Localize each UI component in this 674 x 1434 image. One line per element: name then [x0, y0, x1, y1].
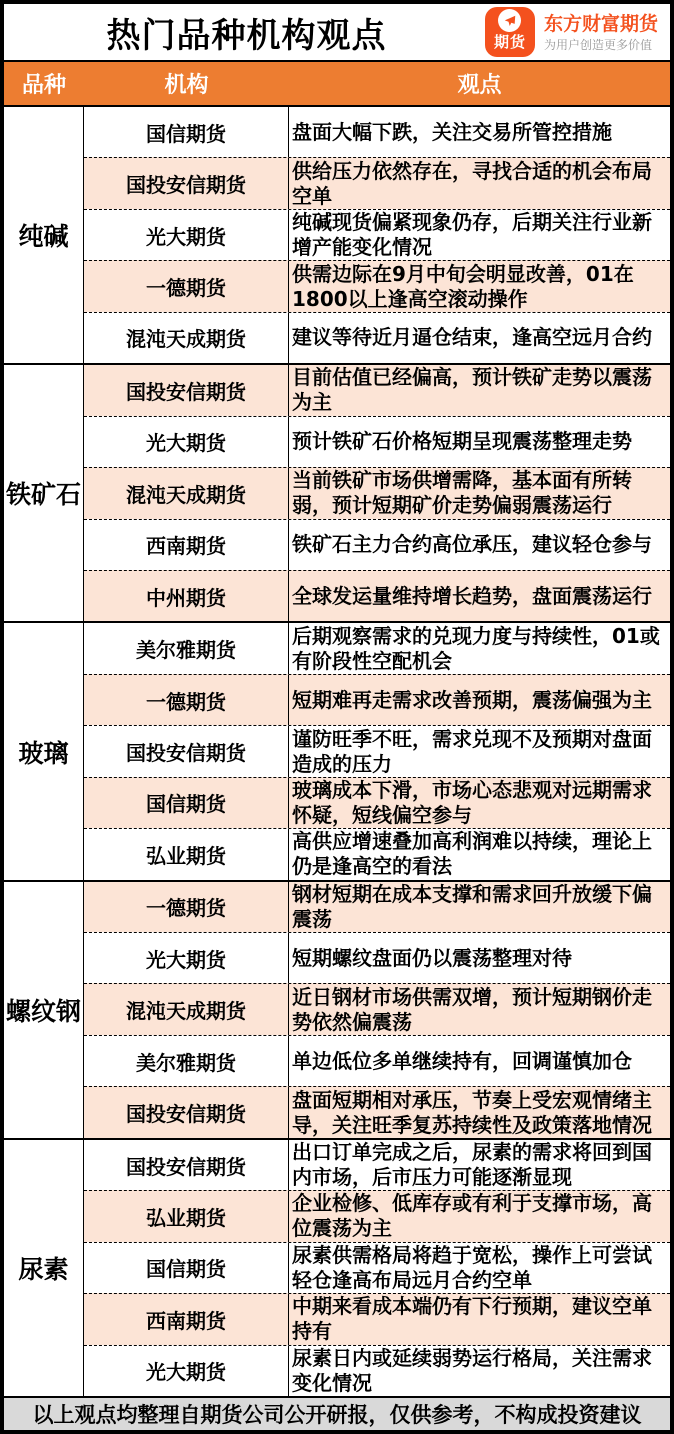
variety-group [4, 621, 670, 879]
table-row [84, 623, 670, 673]
table-row [84, 725, 670, 776]
table-row [84, 209, 670, 260]
variety-cell: 螺纹钢 [4, 882, 84, 1138]
opinion-cell: 单边低位多单继续持有，回调谨慎加仓 [292, 1048, 632, 1073]
column-header-opinion: 观点 [457, 73, 502, 98]
opinion-cell: 供给压力依然存在，寻找合适的机会布局空单 [292, 158, 652, 208]
table-row [84, 570, 670, 621]
variety-group [4, 880, 670, 1138]
group-rows [84, 365, 670, 621]
table-row [84, 107, 670, 157]
institution-cell: 弘业期货 [84, 1191, 289, 1241]
opinion-cell: 钢材短期在成本支撑和需求回升放缓下偏震荡 [292, 881, 652, 931]
opinion-cell: 盘面短期相对承压，节奏上受宏观情绪主导，关注旺季复苏持续性及政策落地情况 [292, 1087, 652, 1137]
institution-cell: 混沌天成期货 [84, 984, 289, 1034]
institution-cell: 美尔雅期货 [84, 1036, 289, 1086]
institution-cell: 光大期货 [84, 417, 289, 467]
column-header-variety: 品种 [21, 73, 66, 98]
brand-tagline: 为用户创造更多价值 [543, 37, 652, 52]
institution-cell: 国信期货 [84, 1243, 289, 1293]
table-row [84, 1293, 670, 1344]
variety-group [4, 363, 670, 621]
opinion-cell: 当前铁矿市场供增需降，基本面有所转弱，预计短期矿价走势偏弱震荡运行 [292, 468, 632, 518]
variety-cell: 铁矿石 [4, 365, 84, 621]
brand-logo [485, 7, 662, 57]
opinion-cell: 中期来看成本端仍有下行预期，建议空单持有 [292, 1294, 652, 1344]
opinion-cell: 玻璃成本下滑，市场心态悲观对远期需求怀疑，短线偏空参与 [292, 777, 652, 827]
opinion-cell: 预计铁矿石价格短期呈现震荡整理走势 [292, 429, 632, 454]
opinion-cell: 盘面大幅下跌，关注交易所管控措施 [292, 119, 612, 144]
table-row [84, 519, 670, 570]
column-header-institution: 机构 [164, 73, 209, 98]
opinion-cell: 高供应增速叠加高利润难以持续，理论上仍是逢高空的看法 [292, 829, 652, 879]
table-row [84, 983, 670, 1034]
paper-plane-icon [498, 9, 521, 32]
institution-cell: 国投安信期货 [84, 365, 289, 415]
institution-cell: 一德期货 [84, 675, 289, 725]
institution-cell: 国投安信期货 [84, 1140, 289, 1190]
table-row [84, 882, 670, 932]
opinion-cell: 全球发运量维持增长趋势，盘面震荡运行 [292, 583, 652, 608]
variety-cell: 玻璃 [4, 623, 84, 879]
group-rows [84, 882, 670, 1138]
institution-cell: 中州期货 [84, 571, 289, 621]
institution-cell: 国信期货 [84, 107, 289, 157]
brand-name: 东方财富期货 [543, 12, 658, 35]
table-row [84, 932, 670, 983]
opinion-cell: 出口订单完成之后，尿素的需求将回到国内市场，后市压力可能逐渐显现 [292, 1140, 652, 1190]
brand-text-block [544, 13, 658, 52]
institution-cell: 一德期货 [84, 261, 289, 311]
institution-cell: 一德期货 [84, 882, 289, 932]
table-body [4, 107, 670, 1396]
opinion-cell: 铁矿石主力合约高位承压，建议轻仓参与 [292, 532, 652, 557]
opinion-cell: 短期螺纹盘面仍以震荡整理对待 [292, 945, 572, 970]
opinion-cell: 短期难再走需求改善预期，震荡偏强为主 [292, 687, 652, 712]
table-row [84, 1345, 670, 1396]
opinion-cell: 纯碱现货偏紧现象仍存，后期关注行业新增产能变化情况 [292, 210, 652, 260]
opinion-cell: 企业检修、低库存或有利于支撑市场，高位震荡为主 [292, 1191, 652, 1241]
opinion-cell: 后期观察需求的兑现力度与持续性，01或有阶段性空配机会 [292, 623, 660, 673]
variety-cell: 尿素 [4, 1140, 84, 1396]
table-row [84, 157, 670, 208]
institution-cell: 光大期货 [84, 210, 289, 260]
table-row [84, 674, 670, 725]
institution-cell: 光大期货 [84, 1346, 289, 1396]
institution-cell: 国投安信期货 [84, 158, 289, 208]
opinion-cell: 谨防旺季不旺，需求兑现不及预期对盘面造成的压力 [292, 726, 652, 776]
opinion-cell: 目前估值已经偏高，预计铁矿走势以震荡为主 [292, 365, 652, 415]
table-row [84, 1140, 670, 1190]
column-header-row [4, 62, 670, 107]
brand-app-icon [485, 7, 535, 57]
institution-cell: 混沌天成期货 [84, 468, 289, 518]
opinion-cell: 尿素供需格局将趋于宽松，操作上可尝试轻仓逢高布局远月合约空单 [292, 1242, 652, 1292]
disclaimer: 以上观点均整理自期货公司公开研报，仅供参考，不构成投资建议 [4, 1396, 670, 1430]
institution-cell: 西南期货 [84, 520, 289, 570]
opinion-cell: 尿素日内或延续弱势运行格局，关注需求变化情况 [292, 1345, 652, 1395]
institution-cell: 国投安信期货 [84, 1087, 289, 1137]
variety-group [4, 1138, 670, 1396]
table-row [84, 416, 670, 467]
table-row [84, 312, 670, 363]
table-row [84, 828, 670, 879]
app-icon-label: 期货 [493, 33, 526, 51]
table-row [84, 365, 670, 415]
institution-cell: 国投安信期货 [84, 726, 289, 776]
group-rows [84, 107, 670, 363]
institution-cell: 美尔雅期货 [84, 623, 289, 673]
variety-group [4, 107, 670, 363]
table-row [84, 777, 670, 828]
institution-cell: 弘业期货 [84, 829, 289, 879]
institution-cell: 混沌天成期货 [84, 313, 289, 363]
table-row [84, 260, 670, 311]
group-rows [84, 623, 670, 879]
table-row [84, 1035, 670, 1086]
table-row [84, 467, 670, 518]
group-rows [84, 1140, 670, 1396]
institution-cell: 光大期货 [84, 933, 289, 983]
variety-cell: 纯碱 [4, 107, 84, 363]
page-title: 热门品种机构观点 [106, 15, 387, 56]
title-bar [4, 4, 670, 62]
table-row [84, 1242, 670, 1293]
opinion-cell: 近日钢材市场供需双增，预计短期钢价走势依然偏震荡 [292, 984, 652, 1034]
table-row [84, 1190, 670, 1241]
table-row [84, 1086, 670, 1137]
opinion-cell: 供需边际在9月中旬会明显改善，01在1800以上逢高空滚动操作 [292, 261, 634, 311]
opinion-cell: 建议等待近月逼仓结束，逢高空远月合约 [292, 325, 652, 350]
institution-cell: 西南期货 [84, 1294, 289, 1344]
institution-cell: 国信期货 [84, 778, 289, 828]
